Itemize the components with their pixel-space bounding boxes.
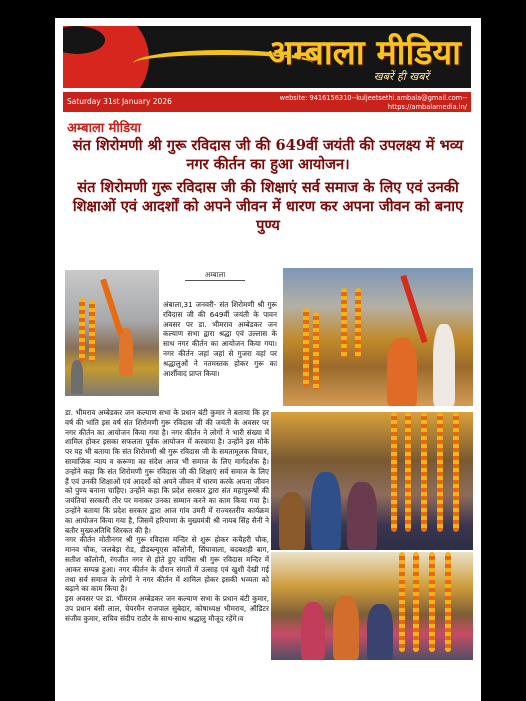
article-paragraph-2: नगर कीर्तन मोतीनगर श्री गुरू रविदास मन्दिर से शुरू होकर कचैहरी चौक, मानव चौक, जलबेड़ा रोड, डीडब्ल्यूएस कॉलोनी, सिंघावाला, बदबशही बाग, सतीश कॉलोनी, रंगजीत नगर से होते हुए वापिस श्री गुरू रविदास मन्दिर में आकर सम्पन्न हुआ। नगर कीर्तन के दौरान संगतों में उत्साह एवं खुशी देखी गई तथा सर्व समाज के लोगों ने नगर कीर्तन में शामिल होकर इसकी भव्यता को बढ़ाने का काम किया है। <box>65 535 269 594</box>
info-bar <box>63 92 471 112</box>
dateline-label: अम्बाला <box>185 270 245 281</box>
article-paragraph-1: डा. भीमराव अम्बेडकर जन कल्याण सभा के प्रधान बंटी कुमार ने बताया कि हर वर्ष की भांति इस वर्ष संत शिरोमणी गुरू रविदास जी की जयंती के अवसर पर नगर कीर्तन का आयोजन किया गया है। नगर कीर्तन ने लोगों ने भारी संख्या में शामिल होकर इसका सफलता पूर्वक आयोजन में करवाया है। उन्होंने इस मौके पर यह भी बताया कि संत शिरोमणी श्री गुरू रविदास जी के समतामूलक विचार, सामाजिक न्याय व करूणा का संदेश आज भी समाज के लिए मार्गदर्शक है। उन्होंने कहा कि संत शिरोमणी गुरू रविदास जी की शिक्षाएं सर्व समाज के लिए हैं एवं उनकी शिक्षाओं एवं आदर्शो को अपने जीवन में धारण करके अपना जीवन को पुण्य बनाना चाहिए। उन्होंने कहा कि प्रदेश सरकार द्वारा संत महापुरूषों की जयंतियां सरकारी तौर पर मनाकर उनका सम्मान करने का काम किया गया है। उन्होंने बताया कि प्रदेश सरकार द्वारा आज गांव उमरी में राज्यस्तरीय कार्यक्रम का आयोजन किया गया है, जिसमें हरियाणा के मुख्यमंत्री श्री नायब सिंह सैनी ने बतौर मुख्यअतिथि शिरकत की है। <box>65 408 269 535</box>
news-page <box>55 18 481 701</box>
contact-email: website: 9416156310--kuljeetsethi.ambala@gmail.com-- <box>279 94 467 102</box>
website-link: https://ambalamedia.in/ <box>387 102 467 111</box>
article-intro-text: अंबाला,31 जनवरी- संत शिरोमणी श्री गुरू रविदास जी की 649वीं जयंती के पावन अवसर पर डा. भीमराव अम्बेडकर जन कल्याण सभा द्वारा श्रद्धा एवं उल्लास के साथ नगर कीर्तन का आयोजन किया गया। नगर कीर्तन जहां जहां से गुजरा वहां पर श्रद्धालुओं ने नतमस्तक होकर गुरू का आर्शीवाद प्राप्त किया। <box>163 300 277 378</box>
headline-secondary: संत शिरोमणी गुरू रविदास जी की शिक्षाएं सर्व समाज के लिए एवं उनकी शिक्षाओं एवं आदर्शों को अपने जीवन में धारण कर अपना जीवन को बनाए पुण्य <box>72 179 464 234</box>
article-paragraph-3: इस अवसर पर डा. भीमराव अम्बेडकर जन कल्याण सभा के प्रधान बंटी कुमार, उप प्रधान बंसी लाल, चेयरमैन राजपाल सुबेदार, कोषाध्यक्ष भीमराय, ऑडिटर संजीव कुमार, सचिव संदीप राठौर के साथ-साथ श्रद्धालु मौजूद रहेंगे।व <box>65 594 269 623</box>
contact-info <box>280 94 467 111</box>
procession-photo-1 <box>65 270 159 396</box>
procession-photo-4 <box>271 552 473 660</box>
article-intro <box>163 300 277 378</box>
article-body <box>65 408 269 624</box>
issue-date: Saturday 31st January 2026 <box>67 97 172 106</box>
procession-photo-2 <box>283 268 473 406</box>
masthead-banner <box>63 26 471 88</box>
procession-photo-3 <box>271 412 473 550</box>
logo-icon <box>63 26 149 88</box>
section-label: अम्बाला मीडिया <box>67 121 142 136</box>
headline-primary: संत शिरोमणी श्री गुरू रविदास जी की 649वीं जयंती की उपलक्ष्य में भव्य नगर कीर्तन का हुआ आयोजन। <box>72 137 464 173</box>
brand-tagline: खबरें ही खबरें <box>373 70 429 83</box>
brand-title: अम्बाला मीडिया <box>267 33 461 73</box>
